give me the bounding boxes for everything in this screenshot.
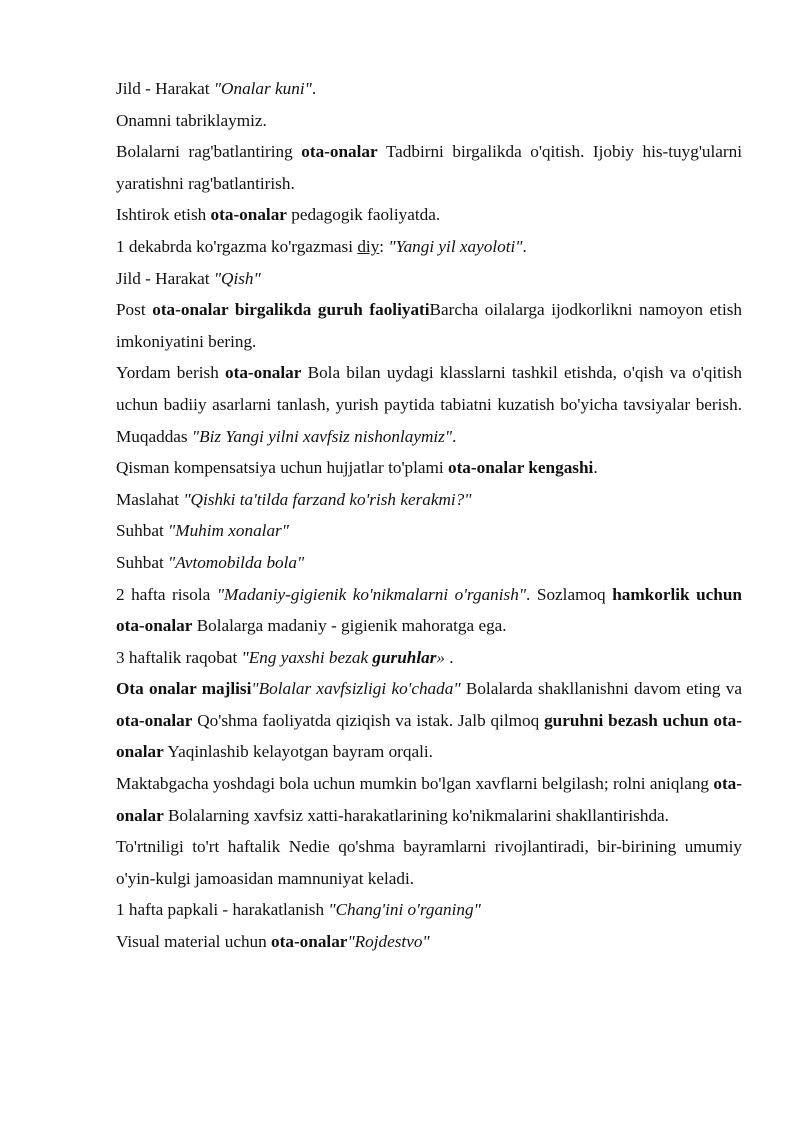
- text-run: :: [379, 236, 389, 256]
- bold-term: ota-onalar: [301, 142, 378, 162]
- text-run: .: [593, 458, 598, 478]
- paragraph-17: [116, 831, 742, 894]
- italic-title: "Chang'ini o'rganing": [328, 900, 481, 920]
- paragraph-3: [116, 136, 742, 199]
- bold-term: ota-onalar: [116, 710, 193, 730]
- text-run: 3 haftalik raqobat: [116, 647, 242, 667]
- text-run: Tadbirni birgalikda o'qitish. Ijobiy his-tuyg'ularni yaratishni rag'batlantirish.: [116, 142, 743, 193]
- text-run: Bolalarning xavfsiz xatti-harakatlarining ko'nikmalarini shakllantirishda.: [163, 805, 669, 825]
- paragraph-16: [116, 768, 742, 831]
- text-run: .: [452, 426, 457, 446]
- italic-title: "Yangi yil xayoloti": [388, 236, 523, 256]
- paragraph-10: [116, 484, 742, 516]
- paragraph-14: [116, 642, 742, 674]
- text-run: 1 hafta papkali - harakatlanish: [116, 900, 329, 920]
- text-run: Bola bilan uydagi klasslarni tashkil etishda, o'qish va o'qitish uchun badiiy asarlarni tanlash, yurish paytida tabiatni kuzatish bo'yicha tavsiyalar berish. Muqaddas: [116, 363, 742, 446]
- paragraph-19: [116, 926, 742, 958]
- italic-title: "Eng yaxshi bezak: [241, 647, 373, 667]
- italic-title: "Qish": [213, 268, 261, 288]
- bold-term: ota-onalar birgalikda guruh faoliyati: [152, 300, 430, 320]
- text-run: Jild - Harakat: [116, 268, 214, 288]
- text-run: Bolalarni rag'batlantiring: [116, 142, 302, 162]
- text-run: Barcha oilalarga ijodkorlikni namoyon etish imkoniyatini bering.: [116, 300, 742, 351]
- bold-term: ota-onalar: [225, 363, 302, 383]
- text-run: 1 dekabrda ko'rgazma ko'rgazmasi: [116, 236, 358, 256]
- paragraph-13: [116, 579, 742, 642]
- bold-term: Ota onalar majlisi: [116, 679, 252, 699]
- italic-title: "Avtomobilda bola": [168, 552, 305, 572]
- text-run: pedagogik faoliyatda.: [286, 205, 441, 225]
- paragraph-4: [116, 199, 742, 231]
- text-run: Qo'shma faoliyatda qiziqish va istak. Jalb qilmoq: [192, 710, 545, 730]
- bold-term: ota-onalar: [210, 205, 287, 225]
- text-run: Suhbat: [116, 521, 169, 541]
- bold-term: ota-onalar: [116, 774, 742, 825]
- document-page: [116, 73, 742, 958]
- text-run: Maslahat: [116, 489, 184, 509]
- paragraph-1: [116, 73, 742, 105]
- paragraph-7: [116, 294, 742, 357]
- text-run: Visual material uchun: [116, 932, 272, 952]
- italic-title: "Bolalar xavfsizligi ko'chada": [251, 679, 461, 699]
- text-run: To'rtniligi to'rt haftalik Nedie qo'shma bayramlarni rivojlantiradi, bir-birining umumiy o'yin-kulgi jamoasidan mamnuniyat keladi.: [116, 837, 742, 888]
- bold-italic-term: guruhlar: [372, 647, 437, 667]
- italic-title: "Muhim xonalar": [168, 521, 289, 541]
- text-run: . Sozlamoq: [526, 584, 613, 604]
- text-run: .: [311, 79, 317, 98]
- bold-term: guruhni bezash uchun ota-onalar: [116, 710, 742, 762]
- text-run: Onamni tabriklaymiz.: [116, 110, 267, 130]
- text-run: Bolalarda shakllanishni davom eting va: [460, 679, 742, 699]
- paragraph-2: [116, 105, 742, 137]
- bold-term: hamkorlik uchun ota-onalar: [116, 584, 742, 636]
- italic-title: "Madaniy-gigienik ko'nikmalarni o'rganish": [216, 584, 527, 604]
- paragraph-8: [116, 357, 742, 452]
- italic-title: "Biz Yangi yilni xavfsiz nishonlaymiz": [191, 426, 453, 446]
- paragraph-12: [116, 547, 742, 579]
- text-run: Yaqinlashib kelayotgan bayram orqali.: [163, 742, 433, 762]
- paragraph-15: [116, 673, 742, 768]
- text-run: Qisman kompensatsiya uchun hujjatlar to'plami: [116, 458, 448, 478]
- paragraph-11: [116, 515, 742, 547]
- bold-term: ota-onalar kengashi: [447, 458, 594, 478]
- text-run: .: [522, 236, 527, 256]
- paragraph-6: [116, 263, 742, 295]
- paragraph-18: [116, 894, 742, 926]
- underlined-term: diy: [357, 236, 380, 256]
- text-run: Maktabgacha yoshdagi bola uchun mumkin bo'lgan xavflarni belgilash; rolni aniqlang: [116, 774, 714, 794]
- italic-title: "Onalar kuni": [213, 79, 312, 98]
- text-run: Bolalarga madaniy - gigienik mahoratga ega.: [192, 616, 507, 636]
- text-run: Post: [116, 300, 153, 320]
- text-run: Jild - Harakat: [116, 79, 214, 98]
- text-run: .: [445, 647, 454, 667]
- bold-term: ota-onalar: [271, 932, 348, 952]
- text-run: Suhbat: [116, 552, 169, 572]
- italic-title: "Qishki ta'tilda farzand ko'rish kerakmi?": [183, 489, 472, 509]
- paragraph-5: [116, 231, 742, 263]
- text-run: Yordam berish: [116, 363, 226, 383]
- text-run: Ishtirok etish: [116, 205, 211, 225]
- paragraph-9: [116, 452, 742, 484]
- text-run: 2 hafta risola: [116, 584, 217, 604]
- italic-title: "Rojdestvo": [347, 932, 430, 952]
- italic-quote-mark: »: [436, 647, 445, 667]
